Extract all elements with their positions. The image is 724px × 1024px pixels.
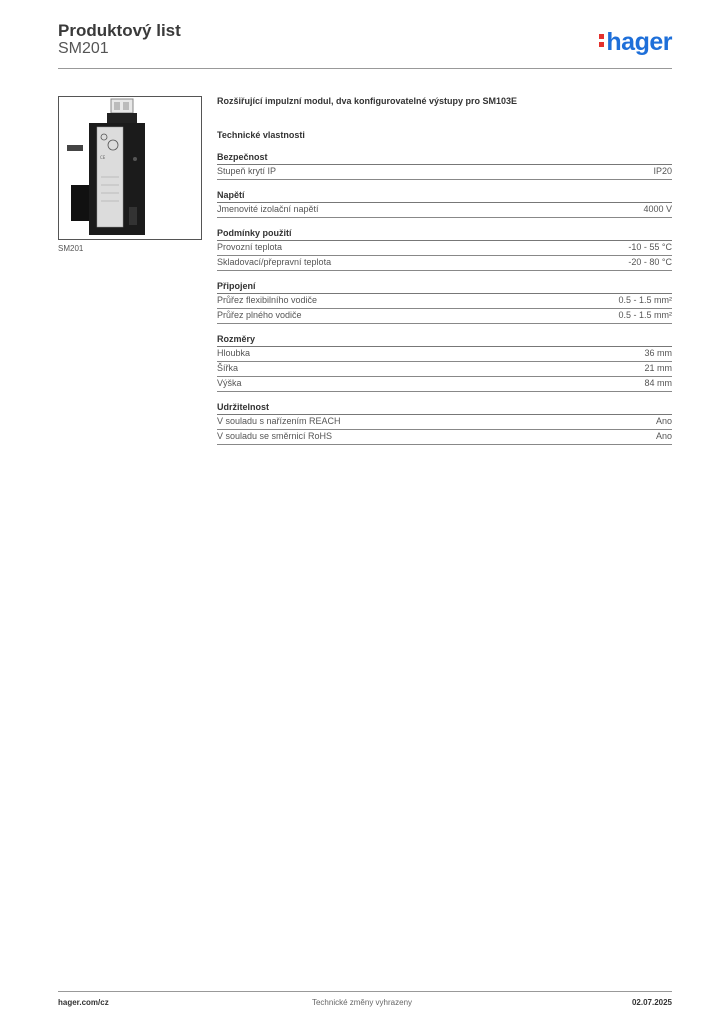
spec-value: Ano (655, 416, 672, 426)
spec-section-dimensions (217, 334, 672, 392)
spec-row (217, 165, 672, 180)
spec-section-title: Bezpečnost (217, 152, 672, 165)
spec-row (217, 309, 672, 324)
spec-label: Stupeň krytí IP (217, 166, 277, 176)
spec-value: 36 mm (644, 348, 672, 358)
spec-label: Výška (217, 378, 242, 388)
product-image-caption: SM201 (58, 244, 84, 253)
product-module-icon (59, 97, 201, 239)
spec-value: 4000 V (643, 204, 672, 214)
document-subtitle: SM201 (58, 40, 109, 57)
spec-row (217, 203, 672, 218)
svg-text:CE: CE (100, 155, 106, 160)
spec-value: IP20 (653, 166, 672, 176)
spec-row (217, 362, 672, 377)
spec-section-voltage (217, 190, 672, 218)
spec-section-title: Podmínky použití (217, 228, 672, 241)
spec-label: Průřez plného vodiče (217, 310, 302, 320)
spec-label: V souladu s nařízením REACH (217, 416, 341, 426)
spec-label: Průřez flexibilního vodiče (217, 295, 318, 305)
spec-value: Ano (655, 431, 672, 441)
document-title: Produktový list (58, 21, 181, 40)
spec-label: Šířka (217, 363, 239, 373)
spec-value: -10 - 55 °C (628, 242, 672, 252)
spec-section-title: Připojení (217, 281, 672, 294)
spec-row (217, 241, 672, 256)
spec-value: 0.5 - 1.5 mm² (618, 295, 672, 305)
footer-divider (58, 991, 672, 992)
spec-value: 0.5 - 1.5 mm² (618, 310, 672, 320)
spec-section-conditions (217, 228, 672, 271)
spec-label: Provozní teplota (217, 242, 283, 252)
spec-row (217, 415, 672, 430)
logo-text: hager (606, 28, 672, 56)
header-divider (58, 68, 672, 69)
hager-logo (599, 28, 672, 57)
spec-label: Hloubka (217, 348, 251, 358)
spec-value: 21 mm (644, 363, 672, 373)
spec-label: Skladovací/přepravní teplota (217, 257, 332, 267)
footer-date: 02.07.2025 (631, 998, 672, 1007)
logo-dots-icon (599, 31, 604, 50)
spec-section-connection (217, 281, 672, 324)
spec-value: 84 mm (644, 378, 672, 388)
spec-section-title: Rozměry (217, 334, 672, 347)
footer-website-link[interactable]: hager.com/cz (58, 998, 109, 1007)
spec-row (217, 256, 672, 271)
spec-label: V souladu se směrnicí RoHS (217, 431, 333, 441)
spec-row (217, 377, 672, 392)
spec-row (217, 347, 672, 362)
spec-row (217, 294, 672, 309)
technical-properties-heading: Technické vlastnosti (217, 130, 305, 140)
spec-value: -20 - 80 °C (628, 257, 672, 267)
spec-label: Jmenovité izolační napětí (217, 204, 319, 214)
product-description: Rozšiřující impulzní modul, dva konfigurovatelné výstupy pro SM103E (217, 96, 518, 106)
spec-section-title: Napětí (217, 190, 672, 203)
product-image (58, 96, 202, 240)
spec-section-sustainability (217, 402, 672, 445)
spec-row (217, 430, 672, 445)
footer-note: Technické změny vyhrazeny (311, 998, 413, 1007)
specifications-panel (217, 96, 672, 455)
spec-section-safety (217, 152, 672, 180)
spec-section-title: Udržitelnost (217, 402, 672, 415)
